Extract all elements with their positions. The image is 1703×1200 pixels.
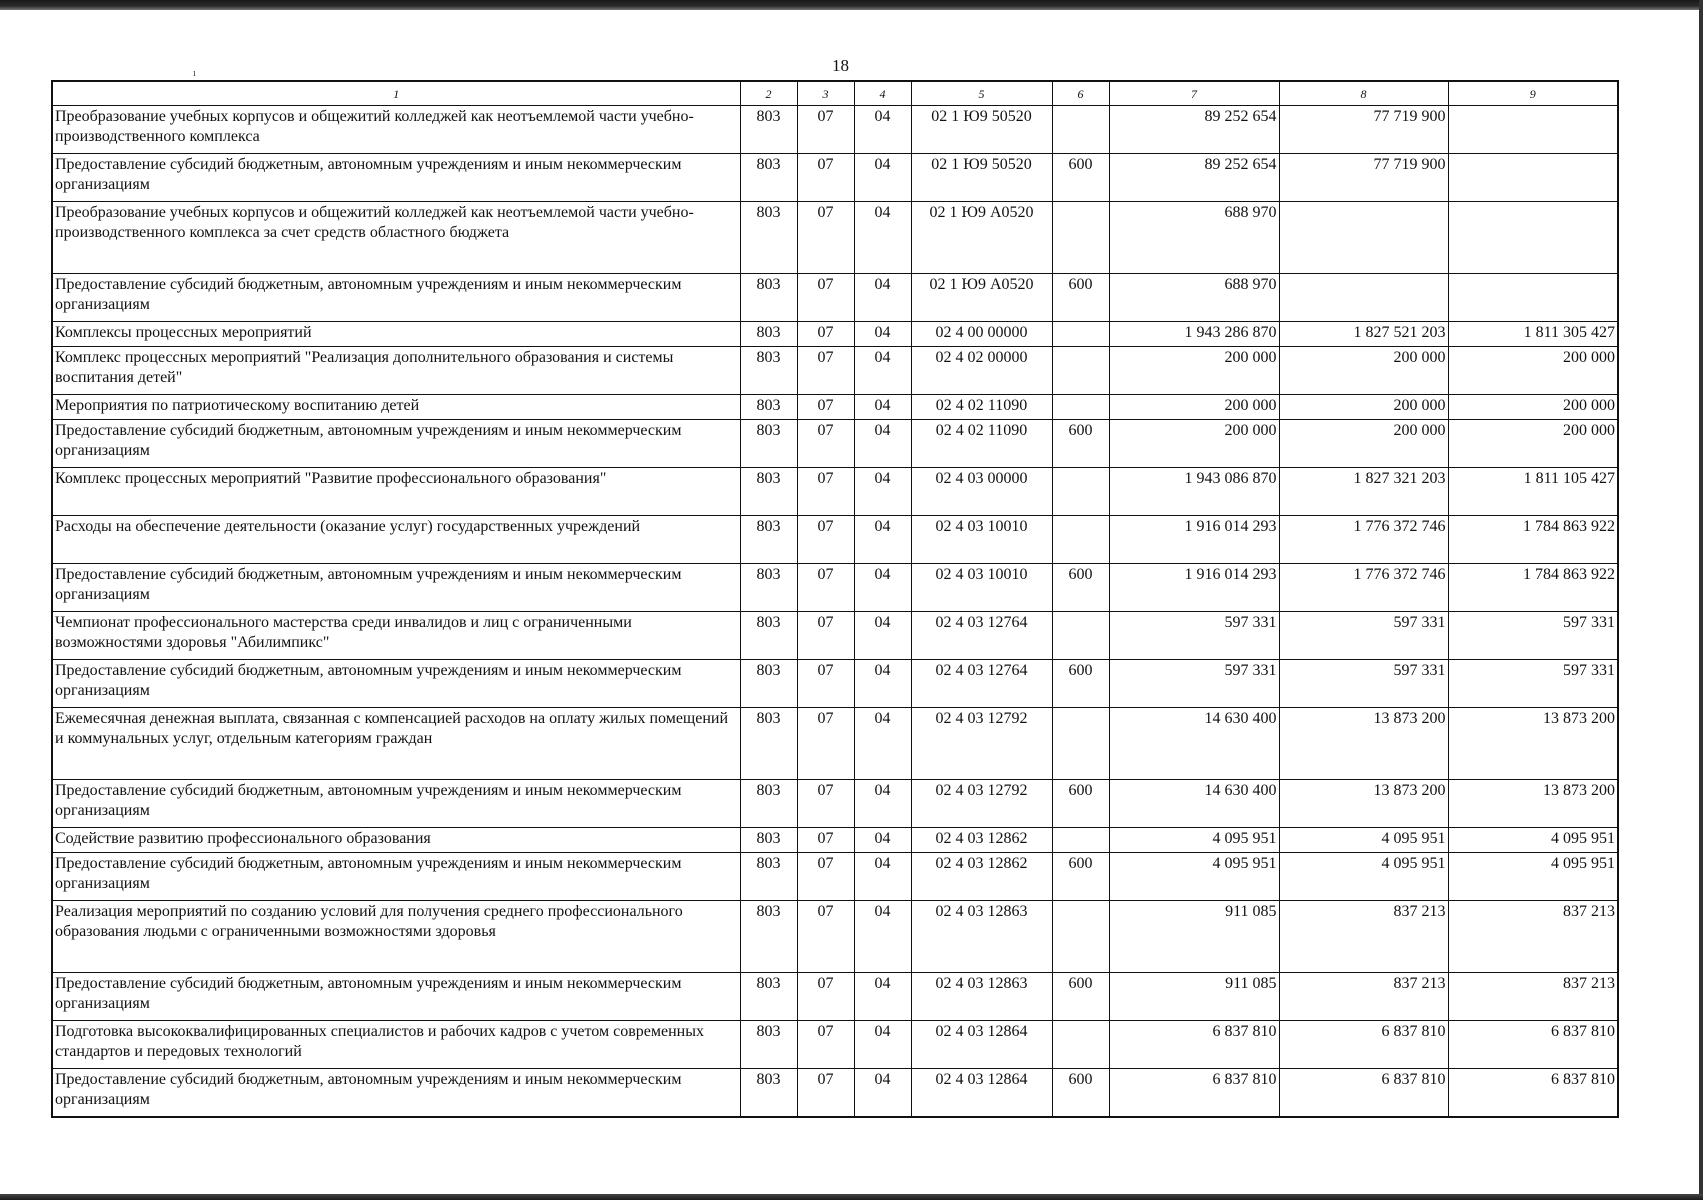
expense-type-cell: 600	[1052, 780, 1109, 828]
expense-name-cell: Комплексы процессных мероприятий	[52, 322, 740, 347]
target-article-cell: 02 4 03 00000	[911, 468, 1052, 516]
amount-year1-cell: 4 095 951	[1109, 828, 1279, 853]
expense-name-cell: Предоставление субсидий бюджетным, автономным учреждениям и иным некоммерческим организациям	[52, 660, 740, 708]
amount-year2-cell: 6 837 810	[1279, 1021, 1448, 1069]
amount-year2-cell: 13 873 200	[1279, 708, 1448, 780]
amount-year2-cell	[1279, 202, 1448, 274]
section-code-cell: 07	[797, 612, 854, 660]
subsection-code-cell: 04	[854, 973, 911, 1021]
amount-year3-cell: 837 213	[1448, 901, 1618, 973]
subsection-code-cell: 04	[854, 1021, 911, 1069]
target-article-cell: 02 4 03 12863	[911, 973, 1052, 1021]
amount-year3-cell: 200 000	[1448, 420, 1618, 468]
amount-year3-cell	[1448, 106, 1618, 154]
table-row	[52, 154, 1618, 202]
amount-year2-cell: 77 719 900	[1279, 154, 1448, 202]
section-code-cell: 07	[797, 420, 854, 468]
amount-year2-cell: 200 000	[1279, 347, 1448, 395]
expense-type-cell: 600	[1052, 154, 1109, 202]
section-code-cell: 07	[797, 660, 854, 708]
section-code-cell: 07	[797, 274, 854, 322]
amount-year2-cell: 597 331	[1279, 612, 1448, 660]
ministry-code-cell: 803	[740, 202, 797, 274]
subsection-code-cell: 04	[854, 154, 911, 202]
amount-year1-cell: 6 837 810	[1109, 1069, 1279, 1117]
column-number-row	[52, 81, 1618, 106]
subsection-code-cell: 04	[854, 395, 911, 420]
ministry-code-cell: 803	[740, 106, 797, 154]
ministry-code-cell: 803	[740, 322, 797, 347]
expense-name-cell: Предоставление субсидий бюджетным, автономным учреждениям и иным некоммерческим организациям	[52, 853, 740, 901]
expense-type-cell	[1052, 468, 1109, 516]
table-row	[52, 347, 1618, 395]
ministry-code-cell: 803	[740, 1069, 797, 1117]
expense-type-cell	[1052, 901, 1109, 973]
expense-type-cell	[1052, 395, 1109, 420]
amount-year3-cell: 837 213	[1448, 973, 1618, 1021]
amount-year2-cell: 1 776 372 746	[1279, 564, 1448, 612]
amount-year3-cell: 1 784 863 922	[1448, 564, 1618, 612]
subsection-code-cell: 04	[854, 660, 911, 708]
expense-type-cell: 600	[1052, 420, 1109, 468]
page-number: 18	[832, 56, 849, 75]
ministry-code-cell: 803	[740, 468, 797, 516]
table-row	[52, 708, 1618, 780]
amount-year3-cell: 13 873 200	[1448, 708, 1618, 780]
expense-name-cell: Содействие развитию профессионального образования	[52, 828, 740, 853]
expense-name-cell: Комплекс процессных мероприятий "Реализация дополнительного образования и системы воспитания детей"	[52, 347, 740, 395]
subsection-code-cell: 04	[854, 564, 911, 612]
column-number: 8	[1279, 81, 1448, 106]
column-number: 9	[1448, 81, 1618, 106]
amount-year2-cell: 4 095 951	[1279, 828, 1448, 853]
amount-year3-cell	[1448, 154, 1618, 202]
amount-year2-cell: 200 000	[1279, 420, 1448, 468]
subsection-code-cell: 04	[854, 274, 911, 322]
ministry-code-cell: 803	[740, 564, 797, 612]
amount-year2-cell: 837 213	[1279, 901, 1448, 973]
expense-name-cell: Комплекс процессных мероприятий "Развитие профессионального образования"	[52, 468, 740, 516]
amount-year2-cell: 6 837 810	[1279, 1069, 1448, 1117]
scan-edge-right	[1699, 0, 1703, 1200]
section-code-cell: 07	[797, 901, 854, 973]
column-number: 4	[854, 81, 911, 106]
target-article-cell: 02 4 03 10010	[911, 516, 1052, 564]
table-row	[52, 106, 1618, 154]
expense-name-cell: Ежемесячная денежная выплата, связанная с компенсацией расходов на оплату жилых помещений и коммунальных услуг, отдельным категориям граждан	[52, 708, 740, 780]
table-row	[52, 395, 1618, 420]
amount-year3-cell: 6 837 810	[1448, 1069, 1618, 1117]
amount-year2-cell	[1279, 274, 1448, 322]
amount-year1-cell: 1 943 286 870	[1109, 322, 1279, 347]
section-code-cell: 07	[797, 468, 854, 516]
ministry-code-cell: 803	[740, 612, 797, 660]
expense-name-cell: Предоставление субсидий бюджетным, автономным учреждениям и иным некоммерческим организациям	[52, 973, 740, 1021]
amount-year3-cell: 1 784 863 922	[1448, 516, 1618, 564]
table-body	[52, 106, 1618, 1117]
section-code-cell: 07	[797, 853, 854, 901]
amount-year2-cell: 200 000	[1279, 395, 1448, 420]
expense-name-cell: Преобразование учебных корпусов и общежитий колледжей как неотъемлемой части учебно-производственного комплекса	[52, 106, 740, 154]
table-row	[52, 853, 1618, 901]
subsection-code-cell: 04	[854, 347, 911, 395]
target-article-cell: 02 4 03 12862	[911, 828, 1052, 853]
amount-year2-cell: 1 827 521 203	[1279, 322, 1448, 347]
expense-name-cell: Предоставление субсидий бюджетным, автономным учреждениям и иным некоммерческим организациям	[52, 274, 740, 322]
expense-type-cell	[1052, 612, 1109, 660]
column-number: 7	[1109, 81, 1279, 106]
target-article-cell: 02 4 00 00000	[911, 322, 1052, 347]
expense-type-cell	[1052, 1021, 1109, 1069]
table-row	[52, 780, 1618, 828]
amount-year3-cell: 1 811 305 427	[1448, 322, 1618, 347]
amount-year1-cell: 911 085	[1109, 973, 1279, 1021]
target-article-cell: 02 4 03 12792	[911, 780, 1052, 828]
target-article-cell: 02 4 03 12764	[911, 660, 1052, 708]
column-number: 6	[1052, 81, 1109, 106]
amount-year3-cell: 13 873 200	[1448, 780, 1618, 828]
subsection-code-cell: 04	[854, 828, 911, 853]
amount-year3-cell: 597 331	[1448, 612, 1618, 660]
budget-table	[51, 80, 1619, 1118]
amount-year1-cell: 200 000	[1109, 347, 1279, 395]
amount-year3-cell: 200 000	[1448, 347, 1618, 395]
section-code-cell: 07	[797, 708, 854, 780]
expense-name-cell: Мероприятия по патриотическому воспитанию детей	[52, 395, 740, 420]
target-article-cell: 02 4 02 11090	[911, 420, 1052, 468]
table-row	[52, 420, 1618, 468]
amount-year1-cell: 200 000	[1109, 395, 1279, 420]
target-article-cell: 02 4 03 12792	[911, 708, 1052, 780]
amount-year1-cell: 688 970	[1109, 202, 1279, 274]
ministry-code-cell: 803	[740, 660, 797, 708]
expense-name-cell: Предоставление субсидий бюджетным, автономным учреждениям и иным некоммерческим организациям	[52, 1069, 740, 1117]
subsection-code-cell: 04	[854, 322, 911, 347]
amount-year2-cell: 837 213	[1279, 973, 1448, 1021]
table-row	[52, 1021, 1618, 1069]
target-article-cell: 02 1 Ю9 50520	[911, 154, 1052, 202]
amount-year2-cell: 4 095 951	[1279, 853, 1448, 901]
ministry-code-cell: 803	[740, 853, 797, 901]
ministry-code-cell: 803	[740, 274, 797, 322]
amount-year2-cell: 1 776 372 746	[1279, 516, 1448, 564]
amount-year1-cell: 4 095 951	[1109, 853, 1279, 901]
section-code-cell: 07	[797, 973, 854, 1021]
ministry-code-cell: 803	[740, 347, 797, 395]
target-article-cell: 02 4 03 12862	[911, 853, 1052, 901]
target-article-cell: 02 4 03 12864	[911, 1021, 1052, 1069]
amount-year2-cell: 13 873 200	[1279, 780, 1448, 828]
amount-year1-cell: 688 970	[1109, 274, 1279, 322]
subsection-code-cell: 04	[854, 708, 911, 780]
ministry-code-cell: 803	[740, 516, 797, 564]
subsection-code-cell: 04	[854, 901, 911, 973]
expense-name-cell: Предоставление субсидий бюджетным, автономным учреждениям и иным некоммерческим организациям	[52, 780, 740, 828]
section-code-cell: 07	[797, 395, 854, 420]
amount-year3-cell: 1 811 105 427	[1448, 468, 1618, 516]
expense-type-cell	[1052, 347, 1109, 395]
amount-year1-cell: 6 837 810	[1109, 1021, 1279, 1069]
table-row	[52, 901, 1618, 973]
expense-type-cell	[1052, 202, 1109, 274]
amount-year1-cell: 89 252 654	[1109, 154, 1279, 202]
amount-year1-cell: 200 000	[1109, 420, 1279, 468]
ministry-code-cell: 803	[740, 973, 797, 1021]
target-article-cell: 02 4 03 12764	[911, 612, 1052, 660]
ministry-code-cell: 803	[740, 1021, 797, 1069]
expense-name-cell: Предоставление субсидий бюджетным, автономным учреждениям и иным некоммерческим организациям	[52, 564, 740, 612]
ministry-code-cell: 803	[740, 708, 797, 780]
section-code-cell: 07	[797, 347, 854, 395]
table-row	[52, 973, 1618, 1021]
expense-name-cell: Реализация мероприятий по созданию условий для получения среднего профессионального образования людьми с ограниченными возможностями здоровья	[52, 901, 740, 973]
section-code-cell: 07	[797, 828, 854, 853]
amount-year3-cell: 4 095 951	[1448, 828, 1618, 853]
expense-type-cell: 600	[1052, 1069, 1109, 1117]
subsection-code-cell: 04	[854, 516, 911, 564]
section-code-cell: 07	[797, 202, 854, 274]
section-code-cell: 07	[797, 516, 854, 564]
target-article-cell: 02 1 Ю9 А0520	[911, 274, 1052, 322]
amount-year1-cell: 14 630 400	[1109, 708, 1279, 780]
table-row	[52, 274, 1618, 322]
table-row	[52, 612, 1618, 660]
target-article-cell: 02 4 02 00000	[911, 347, 1052, 395]
amount-year1-cell: 1 916 014 293	[1109, 516, 1279, 564]
amount-year3-cell	[1448, 202, 1618, 274]
table-row	[52, 202, 1618, 274]
amount-year2-cell: 1 827 321 203	[1279, 468, 1448, 516]
target-article-cell: 02 1 Ю9 50520	[911, 106, 1052, 154]
expense-type-cell	[1052, 322, 1109, 347]
target-article-cell: 02 4 03 12863	[911, 901, 1052, 973]
expense-type-cell: 600	[1052, 274, 1109, 322]
amount-year1-cell: 14 630 400	[1109, 780, 1279, 828]
table-row	[52, 468, 1618, 516]
expense-type-cell: 600	[1052, 853, 1109, 901]
amount-year1-cell: 911 085	[1109, 901, 1279, 973]
expense-name-cell: Чемпионат профессионального мастерства среди инвалидов и лиц с ограниченными возможностями здоровья "Абилимпикс"	[52, 612, 740, 660]
subsection-code-cell: 04	[854, 468, 911, 516]
expense-type-cell	[1052, 516, 1109, 564]
subsection-code-cell: 04	[854, 780, 911, 828]
target-article-cell: 02 1 Ю9 А0520	[911, 202, 1052, 274]
table-row	[52, 322, 1618, 347]
scan-edge-top	[0, 0, 1703, 10]
expense-type-cell: 600	[1052, 564, 1109, 612]
expense-type-cell	[1052, 106, 1109, 154]
amount-year3-cell: 6 837 810	[1448, 1021, 1618, 1069]
section-code-cell: 07	[797, 1021, 854, 1069]
table-row	[52, 1069, 1618, 1117]
section-code-cell: 07	[797, 154, 854, 202]
section-code-cell: 07	[797, 780, 854, 828]
ministry-code-cell: 803	[740, 901, 797, 973]
ministry-code-cell: 803	[740, 395, 797, 420]
section-code-cell: 07	[797, 322, 854, 347]
amount-year1-cell: 597 331	[1109, 612, 1279, 660]
subsection-code-cell: 04	[854, 202, 911, 274]
section-code-cell: 07	[797, 564, 854, 612]
table-row	[52, 660, 1618, 708]
column-number: 3	[797, 81, 854, 106]
expense-name-cell: Преобразование учебных корпусов и общежитий колледжей как неотъемлемой части учебно-производственного комплекса за счет средств областного бюджета	[52, 202, 740, 274]
expense-name-cell: Предоставление субсидий бюджетным, автономным учреждениям и иным некоммерческим организациям	[52, 154, 740, 202]
expense-type-cell	[1052, 708, 1109, 780]
subsection-code-cell: 04	[854, 853, 911, 901]
expense-type-cell	[1052, 828, 1109, 853]
column-number: 5	[911, 81, 1052, 106]
column-number: 1	[52, 81, 740, 106]
target-article-cell: 02 4 02 11090	[911, 395, 1052, 420]
amount-year3-cell: 200 000	[1448, 395, 1618, 420]
subsection-code-cell: 04	[854, 106, 911, 154]
ministry-code-cell: 803	[740, 420, 797, 468]
amount-year1-cell: 89 252 654	[1109, 106, 1279, 154]
amount-year1-cell: 597 331	[1109, 660, 1279, 708]
amount-year3-cell	[1448, 274, 1618, 322]
target-article-cell: 02 4 03 12864	[911, 1069, 1052, 1117]
section-code-cell: 07	[797, 1069, 854, 1117]
table-row	[52, 516, 1618, 564]
amount-year3-cell: 4 095 951	[1448, 853, 1618, 901]
amount-year1-cell: 1 916 014 293	[1109, 564, 1279, 612]
table-row	[52, 828, 1618, 853]
expense-name-cell: Подготовка высококвалифицированных специалистов и рабочих кадров с учетом современных стандартов и передовых технологий	[52, 1021, 740, 1069]
expense-name-cell: Расходы на обеспечение деятельности (оказание услуг) государственных учреждений	[52, 516, 740, 564]
amount-year2-cell: 77 719 900	[1279, 106, 1448, 154]
ministry-code-cell: 803	[740, 828, 797, 853]
expense-name-cell: Предоставление субсидий бюджетным, автономным учреждениям и иным некоммерческим организациям	[52, 420, 740, 468]
target-article-cell: 02 4 03 10010	[911, 564, 1052, 612]
margin-tick: ı	[193, 68, 196, 79]
subsection-code-cell: 04	[854, 420, 911, 468]
expense-type-cell: 600	[1052, 973, 1109, 1021]
column-number: 2	[740, 81, 797, 106]
table-row	[52, 564, 1618, 612]
expense-type-cell: 600	[1052, 660, 1109, 708]
section-code-cell: 07	[797, 106, 854, 154]
subsection-code-cell: 04	[854, 1069, 911, 1117]
subsection-code-cell: 04	[854, 612, 911, 660]
amount-year3-cell: 597 331	[1448, 660, 1618, 708]
scan-edge-bottom	[0, 1194, 1703, 1200]
ministry-code-cell: 803	[740, 780, 797, 828]
amount-year1-cell: 1 943 086 870	[1109, 468, 1279, 516]
amount-year2-cell: 597 331	[1279, 660, 1448, 708]
ministry-code-cell: 803	[740, 154, 797, 202]
